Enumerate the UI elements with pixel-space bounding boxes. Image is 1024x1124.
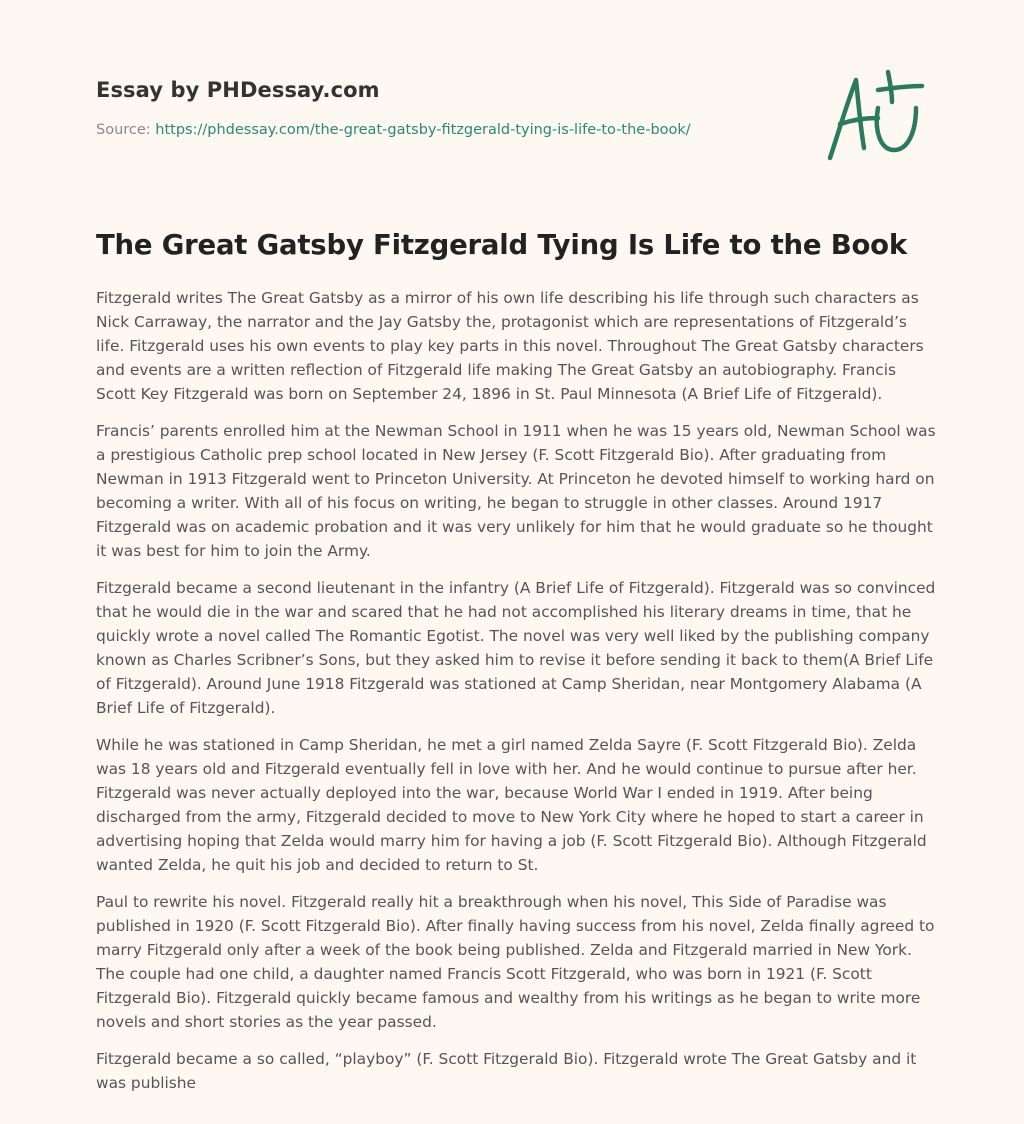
essay-paragraph: Fitzgerald became a second lieutenant in the infantry (A Brief Life of Fitzgerald). Fitzgerald was so convinced that he would die in the war and scared that he had not accomplished his literary dreams in time, that he quickly wrote a novel called The Romantic Egotist. The novel was very well liked by the publishing company known as Charles Scribner’s Sons, but they asked him to revise it before sending it back to them(A Brief Life of Fitzgerald). Around June 1918 Fitzgerald was stationed at Camp Sheridan, near Montgomery Alabama (A Brief Life of Fitzgerald). xyxy=(96,579,936,717)
source-line xyxy=(96,122,936,138)
essay-title: The Great Gatsby Fitzgerald Tying Is Life to the Book xyxy=(96,229,907,261)
source-link[interactable]: https://phdessay.com/the-great-gatsby-fitzgerald-tying-is-life-to-the-book/ xyxy=(155,122,691,138)
essay-paragraph: Francis’ parents enrolled him at the Newman School in 1911 when he was 15 years old, Newman School was a prestigious Catholic prep school located in New Jersey (F. Scott Fitzgerald Bio). After graduating from Newman in 1913 Fitzgerald went to Princeton University. At Princeton he devoted himself to working hard on becoming a writer. With all of his focus on writing, he began to struggle in other classes. Around 1917 Fitzgerald was on academic probation and it was very unlikely for him that he would graduate so he thought it was best for him to join the Army. xyxy=(96,422,936,560)
essay-paragraph: Fitzgerald became a so called, “playboy” (F. Scott Fitzgerald Bio). Fitzgerald wrote The Great Gatsby and it was publishe xyxy=(96,1050,917,1092)
essay-paragraph: Paul to rewrite his novel. Fitzgerald really hit a breakthrough when his novel, This Side of Paradise was published in 1920 (F. Scott Fitzgerald Bio). After finally having success from his novel, Zelda finally agreed to marry Fitzgerald only after a week of the book being published. Zelda and Fitzgerald married in New York. The couple had one child, a daughter named Francis Scott Fitzgerald, who was born in 1921 (F. Scott Fitzgerald Bio). Fitzgerald quickly became famous and wealthy from his writings as he began to write more novels and short stories as the year passed. xyxy=(96,893,935,1031)
essay-paragraph: While he was stationed in Camp Sheridan, he met a girl named Zelda Sayre (F. Scott Fitzgerald Bio). Zelda was 18 years old and Fitzgerald eventually fell in love with her. And he would continue to pursue after her. Fitzgerald was never actually deployed into the war, because World War I ended in 1919. After being discharged from the army, Fitzgerald decided to move to New York City where he hoped to start a career in advertising hoping that Zelda would marry him for having a job (F. Scott Fitzgerald Bio). Although Fitzgerald wanted Zelda, he quit his job and decided to return to St. xyxy=(96,736,927,874)
essay-body xyxy=(96,286,940,1108)
source-label: Source: xyxy=(96,122,151,138)
a-plus-logo-icon xyxy=(822,68,926,164)
essay-paragraph: Fitzgerald writes The Great Gatsby as a mirror of his own life describing his life through such characters as Nick Carraway, the narrator and the Jay Gatsby the, protagonist which are representations of Fitzgerald’s life. Fitzgerald uses his own events to play key parts in this novel. Throughout The Great Gatsby characters and events are a written reflection of Fitzgerald life making The Great Gatsby an autobiography. Francis Scott Key Fitzgerald was born on September 24, 1896 in St. Paul Minnesota (A Brief Life of Fitzgerald). xyxy=(96,289,924,403)
page-header xyxy=(96,74,936,184)
brand-title: Essay by PHDessay.com xyxy=(96,78,380,102)
